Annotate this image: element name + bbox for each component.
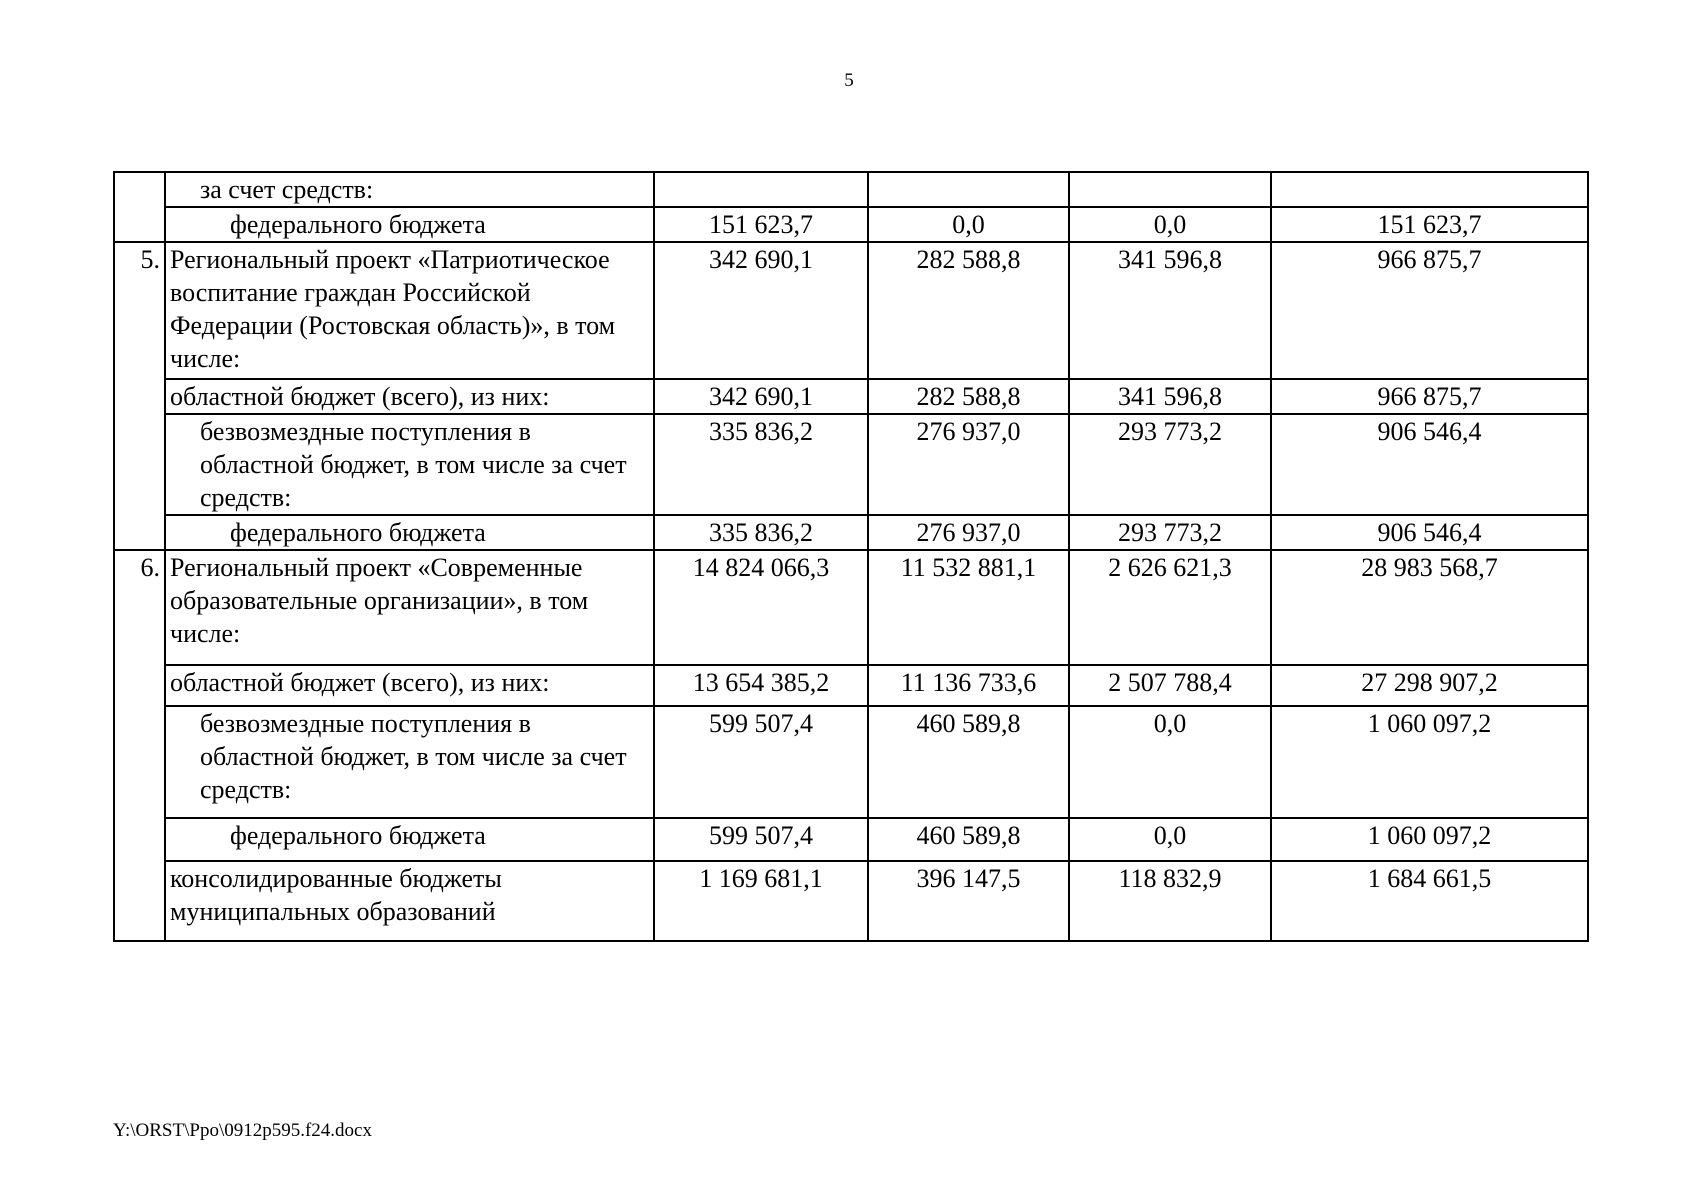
row-index xyxy=(114,172,165,242)
file-path-footer: Y:\ORST\Ppo\0912p595.f24.docx xyxy=(113,1120,372,1141)
value-cell: 341 596,8 xyxy=(1069,379,1271,414)
table-row xyxy=(114,172,1588,207)
value-cell: 282 588,8 xyxy=(868,379,1069,414)
table-row xyxy=(114,706,1588,818)
value-cell: 906 546,4 xyxy=(1271,515,1588,550)
table-row xyxy=(114,414,1588,515)
value-cell: 460 589,8 xyxy=(868,706,1069,818)
row-label: областной бюджет (всего), из них: xyxy=(165,665,654,706)
value-cell: 28 983 568,7 xyxy=(1271,550,1588,665)
row-index: 6. xyxy=(114,550,165,941)
value-cell xyxy=(868,172,1069,207)
value-cell: 599 507,4 xyxy=(654,818,868,861)
row-label: областной бюджет (всего), из них: xyxy=(165,379,654,414)
row-label: консолидированные бюджеты муниципальных образований xyxy=(165,861,654,941)
value-cell: 341 596,8 xyxy=(1069,242,1271,379)
value-cell: 1 684 661,5 xyxy=(1271,861,1588,941)
page-number: 5 xyxy=(844,70,854,91)
value-cell xyxy=(1271,172,1588,207)
value-cell: 0,0 xyxy=(1069,207,1271,242)
table-row xyxy=(114,379,1588,414)
value-cell: 1 060 097,2 xyxy=(1271,818,1588,861)
value-cell: 966 875,7 xyxy=(1271,379,1588,414)
value-cell: 293 773,2 xyxy=(1069,515,1271,550)
row-label: за счет средств: xyxy=(165,172,654,207)
table-row xyxy=(114,861,1588,941)
value-cell: 2 626 621,3 xyxy=(1069,550,1271,665)
value-cell: 282 588,8 xyxy=(868,242,1069,379)
value-cell: 11 532 881,1 xyxy=(868,550,1069,665)
row-label: безвозмездные поступления в областной бюджет, в том числе за счет средств: xyxy=(165,706,654,818)
value-cell: 11 136 733,6 xyxy=(868,665,1069,706)
value-cell: 1 169 681,1 xyxy=(654,861,868,941)
value-cell: 460 589,8 xyxy=(868,818,1069,861)
value-cell: 151 623,7 xyxy=(1271,207,1588,242)
row-label: федерального бюджета xyxy=(165,818,654,861)
table-row xyxy=(114,665,1588,706)
row-label: федерального бюджета xyxy=(165,515,654,550)
value-cell: 342 690,1 xyxy=(654,379,868,414)
row-label: Региональный проект «Патриотическое воспитание граждан Российской Федерации (Ростовская область)», в том числе: xyxy=(165,242,654,379)
table-row xyxy=(114,550,1588,665)
table-row xyxy=(114,207,1588,242)
value-cell: 906 546,4 xyxy=(1271,414,1588,515)
value-cell: 396 147,5 xyxy=(868,861,1069,941)
value-cell: 276 937,0 xyxy=(868,515,1069,550)
value-cell: 276 937,0 xyxy=(868,414,1069,515)
row-label: Региональный проект «Современные образовательные организации», в том числе: xyxy=(165,550,654,665)
value-cell: 1 060 097,2 xyxy=(1271,706,1588,818)
value-cell: 118 832,9 xyxy=(1069,861,1271,941)
value-cell: 293 773,2 xyxy=(1069,414,1271,515)
value-cell: 151 623,7 xyxy=(654,207,868,242)
value-cell: 335 836,2 xyxy=(654,414,868,515)
value-cell xyxy=(1069,172,1271,207)
value-cell xyxy=(654,172,868,207)
value-cell: 335 836,2 xyxy=(654,515,868,550)
value-cell: 599 507,4 xyxy=(654,706,868,818)
value-cell: 27 298 907,2 xyxy=(1271,665,1588,706)
budget-table xyxy=(113,171,1589,942)
value-cell: 2 507 788,4 xyxy=(1069,665,1271,706)
value-cell: 0,0 xyxy=(1069,706,1271,818)
budget-table-body xyxy=(114,172,1588,941)
row-index: 5. xyxy=(114,242,165,550)
table-row xyxy=(114,515,1588,550)
value-cell: 966 875,7 xyxy=(1271,242,1588,379)
value-cell: 0,0 xyxy=(1069,818,1271,861)
value-cell: 342 690,1 xyxy=(654,242,868,379)
value-cell: 13 654 385,2 xyxy=(654,665,868,706)
row-label: безвозмездные поступления в областной бюджет, в том числе за счет средств: xyxy=(165,414,654,515)
table-row xyxy=(114,242,1588,379)
table-row xyxy=(114,818,1588,861)
value-cell: 0,0 xyxy=(868,207,1069,242)
value-cell: 14 824 066,3 xyxy=(654,550,868,665)
row-label: федерального бюджета xyxy=(165,207,654,242)
